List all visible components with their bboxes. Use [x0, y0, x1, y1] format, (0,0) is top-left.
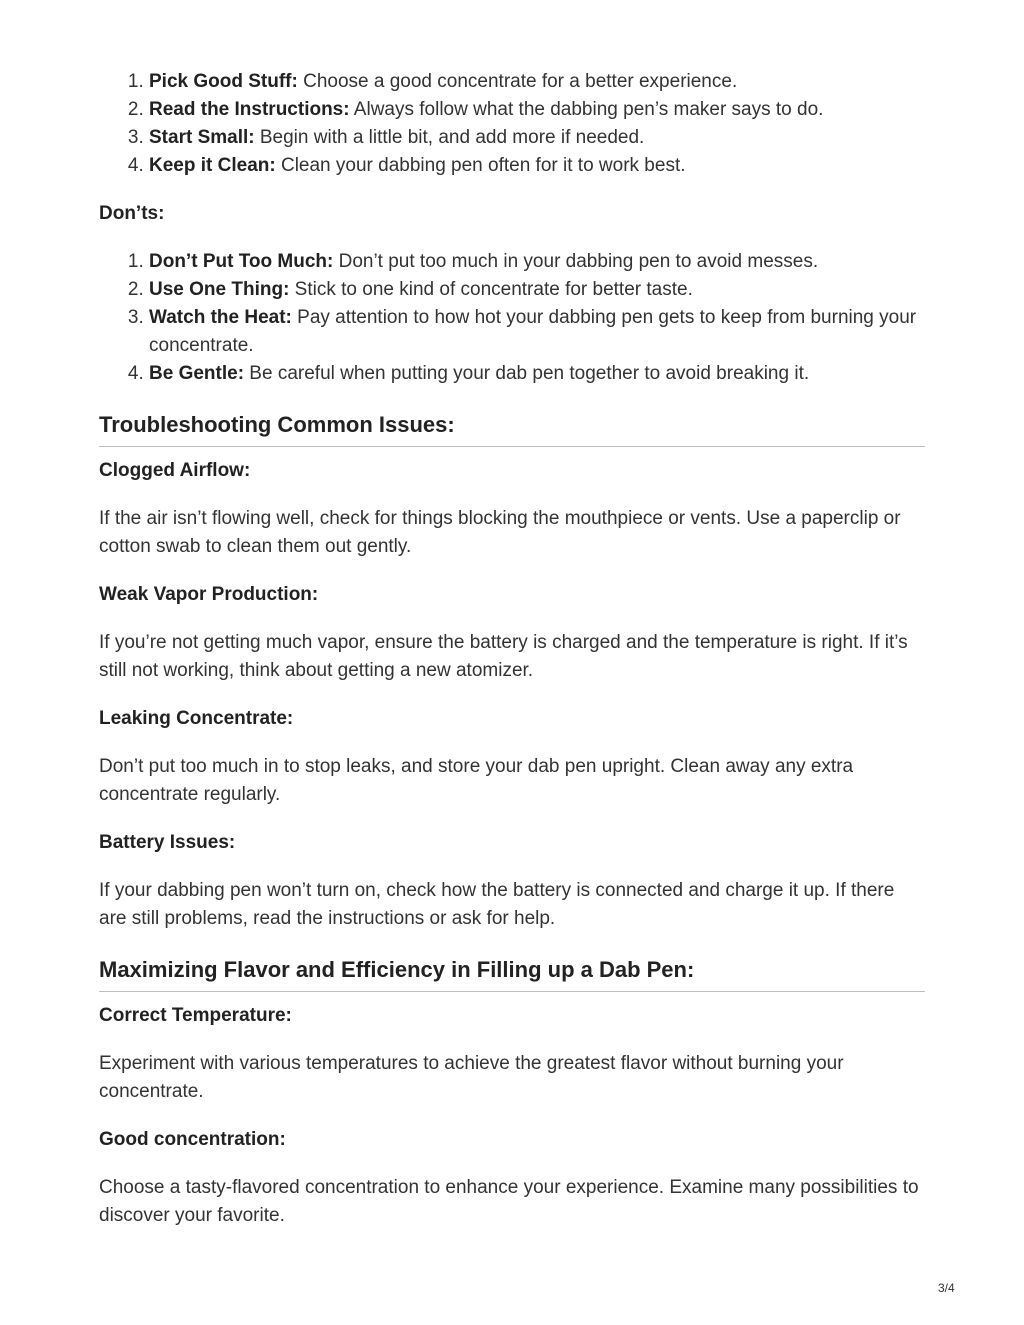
list-item: 3. Start Small: Begin with a little bit, and add more if needed.: [149, 124, 925, 152]
list-item: 2. Read the Instructions: Always follow what the dabbing pen’s maker says to do.: [149, 96, 925, 124]
donts-list: [99, 248, 925, 388]
section-subheading: Correct Temperature:: [99, 1005, 292, 1026]
section-paragraph: Experiment with various temperatures to achieve the greatest flavor without burning your concentrate.: [99, 1053, 844, 1102]
donts-heading: Don’ts:: [99, 203, 165, 224]
section-paragraph: If your dabbing pen won’t turn on, check how the battery is connected and charge it up. If there are still problems, read the instructions or ask for help.: [99, 880, 895, 929]
section-paragraph: If you’re not getting much vapor, ensure the battery is charged and the temperature is right. If it’s still not working, think about getting a new atomizer.: [99, 632, 908, 681]
section-paragraph: Choose a tasty-flavored concentration to enhance your experience. Examine many possibilities to discover your favorite.: [99, 1177, 919, 1226]
section-subheading: Battery Issues:: [99, 832, 236, 853]
section-subheading: Good concentration:: [99, 1129, 286, 1150]
section-subheading: Clogged Airflow:: [99, 460, 251, 481]
troubleshooting-heading: Troubleshooting Common Issues:: [99, 410, 925, 447]
dos-list: [99, 68, 925, 180]
maximizing-heading: Maximizing Flavor and Efficiency in Filling up a Dab Pen:: [99, 955, 925, 992]
list-item: 1. Pick Good Stuff: Choose a good concentrate for a better experience.: [149, 68, 925, 96]
section-subheading: Weak Vapor Production:: [99, 584, 319, 605]
list-item: 1. Don’t Put Too Much: Don’t put too much in your dabbing pen to avoid messes.: [149, 248, 925, 276]
section-paragraph: Don’t put too much in to stop leaks, and store your dab pen upright. Clean away any extra concentrate regularly.: [99, 756, 854, 805]
section-paragraph: If the air isn’t flowing well, check for things blocking the mouthpiece or vents. Use a paperclip or cotton swab to clean them out gently.: [99, 508, 901, 557]
list-item: 3. Watch the Heat: Pay attention to how hot your dabbing pen gets to keep from burning your concentrate.: [149, 304, 925, 360]
document-content: [99, 68, 925, 1230]
list-item: 2. Use One Thing: Stick to one kind of concentrate for better taste.: [149, 276, 925, 304]
section-subheading: Leaking Concentrate:: [99, 708, 294, 729]
list-item: 4. Be Gentle: Be careful when putting your dab pen together to avoid breaking it.: [149, 360, 925, 388]
list-item: 4. Keep it Clean: Clean your dabbing pen often for it to work best.: [149, 152, 925, 180]
page-number: 3/4: [938, 1281, 955, 1295]
